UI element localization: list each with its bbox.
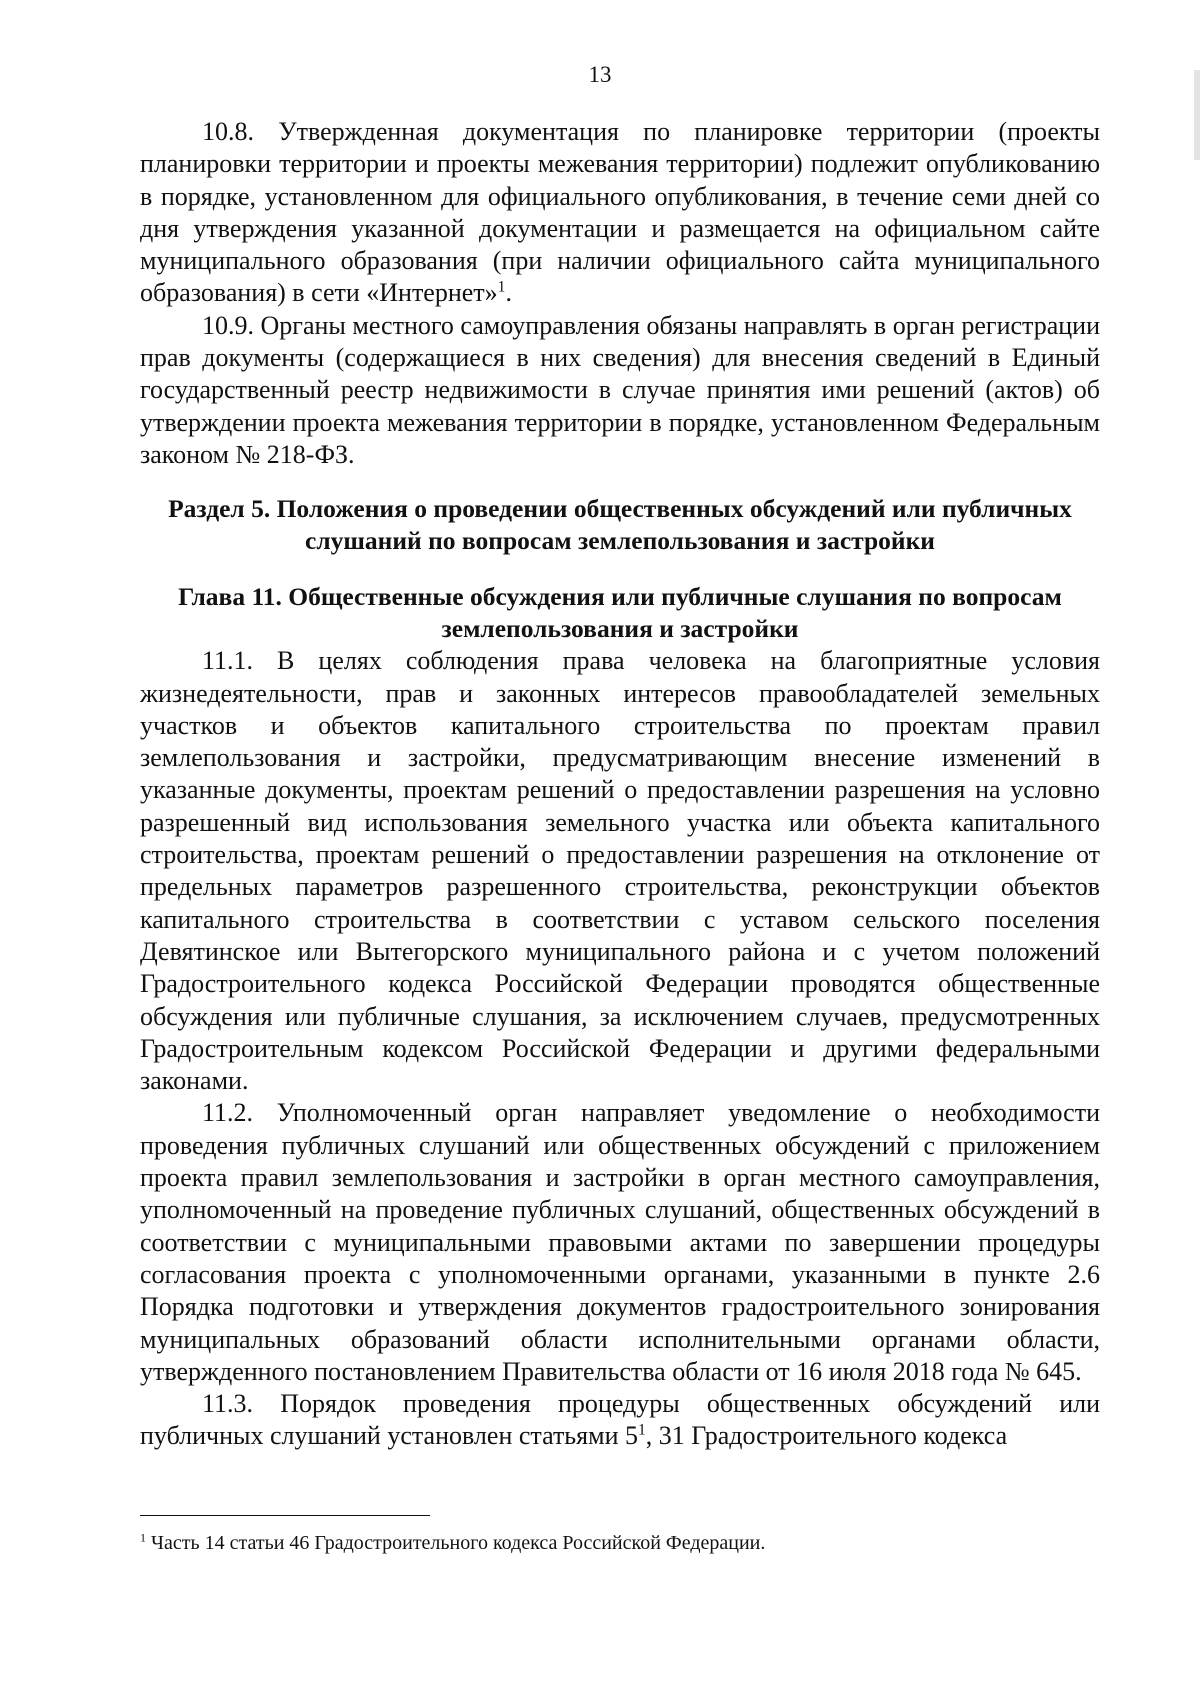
superscript-marker: 1 bbox=[638, 1421, 646, 1439]
footnote-reference[interactable]: 1 bbox=[497, 278, 506, 296]
footnote-1 bbox=[140, 1530, 1100, 1556]
paragraph-11-3 bbox=[140, 1388, 1100, 1453]
footnote-separator bbox=[140, 1515, 430, 1516]
footnote-text: Часть 14 статьи 46 Градостроительного кодекса Российской Федерации. bbox=[146, 1532, 766, 1554]
document-body bbox=[140, 116, 1100, 1453]
paragraph-10-8-text: 10.8. Утвержденная документация по планировке территории (проекты планировки территории и проекты межевания территории) подлежит опубликованию в порядке, установленном для официального опубликования, в течение семи дней со дня утверждения указанной документации и размещается на официальном сайте муниципального образования (при наличии официального сайта муниципального образования) в сети «Интернет» bbox=[140, 117, 1100, 308]
paragraph-10-9: 10.9. Органы местного самоуправления обязаны направлять в орган регистрации прав документы (содержащиеся в них сведения) для внесения сведений в Единый государственный реестр недвижимости в случае принятия ими решений (актов) об утверждении проекта межевания территории в порядке, установленном Федеральным законом № 218-ФЗ. bbox=[140, 310, 1100, 469]
chapter-11-heading: Глава 11. Общественные обсуждения или публичные слушания по вопросам землепользования и застройки bbox=[178, 582, 1062, 644]
paragraph-11-1: 11.1. В целях соблюдения права человека на благоприятные условия жизнедеятельности, прав и законных интересов правообладателей земельных участков и объектов капитального строительства по проектам правил землепользования и застройки, предусматривающим внесение изменений в указанные документы, проектам решений о предоставлении разрешения на условно разрешенный вид использования земельного участка или объекта капитального строительства, проектам решений о предоставлении разрешения на отклонение от предельных параметров разрешенного строительства, реконструкции объектов капитального строительства в соответствии с уставом сельского поселения Девятинское или Вытегорского муниципального района и с учетом положений Градостроительного кодекса Российской Федерации проводятся общественные обсуждения или публичные слушания, за исключением случаев, предусмотренных Градостроительным кодексом Российской Федерации и другими федеральными законами. bbox=[140, 646, 1100, 1096]
page-number: 13 bbox=[588, 62, 612, 87]
paragraph-11-3-text-after: , 31 Градостроительного кодекса bbox=[645, 1421, 1008, 1451]
footnote-marker: 1 bbox=[140, 1530, 146, 1545]
footnote-area bbox=[140, 1515, 1100, 1556]
paragraph-11-3-text-before: 11.3. Порядок проведения процедуры общественных обсуждений или публичных слушаний установлен статьями 5 bbox=[140, 1389, 1100, 1451]
section-5-heading: Раздел 5. Положения о проведении общественных обсуждений или публичных слушаний по вопросам землепользования и застройки bbox=[168, 494, 1072, 556]
paragraph-11-2: 11.2. Уполномоченный орган направляет уведомление о необходимости проведения публичных слушаний или общественных обсуждений с приложением проекта правил землепользования и застройки в орган местного самоуправления, уполномоченный на проведение публичных слушаний, общественных обсуждений в соответствии с муниципальными правовыми актами по завершении процедуры согласования проекта с уполномоченными органами, указанными в пункте 2.6 Порядка подготовки и утверждения документов градостроительного зонирования муниципальных образований области исполнительными органами области, утвержденного постановлением Правительства области от 16 июля 2018 года № 645. bbox=[140, 1098, 1100, 1386]
paragraph-10-8-tail: . bbox=[505, 278, 512, 308]
paragraph-10-8 bbox=[140, 116, 1100, 310]
